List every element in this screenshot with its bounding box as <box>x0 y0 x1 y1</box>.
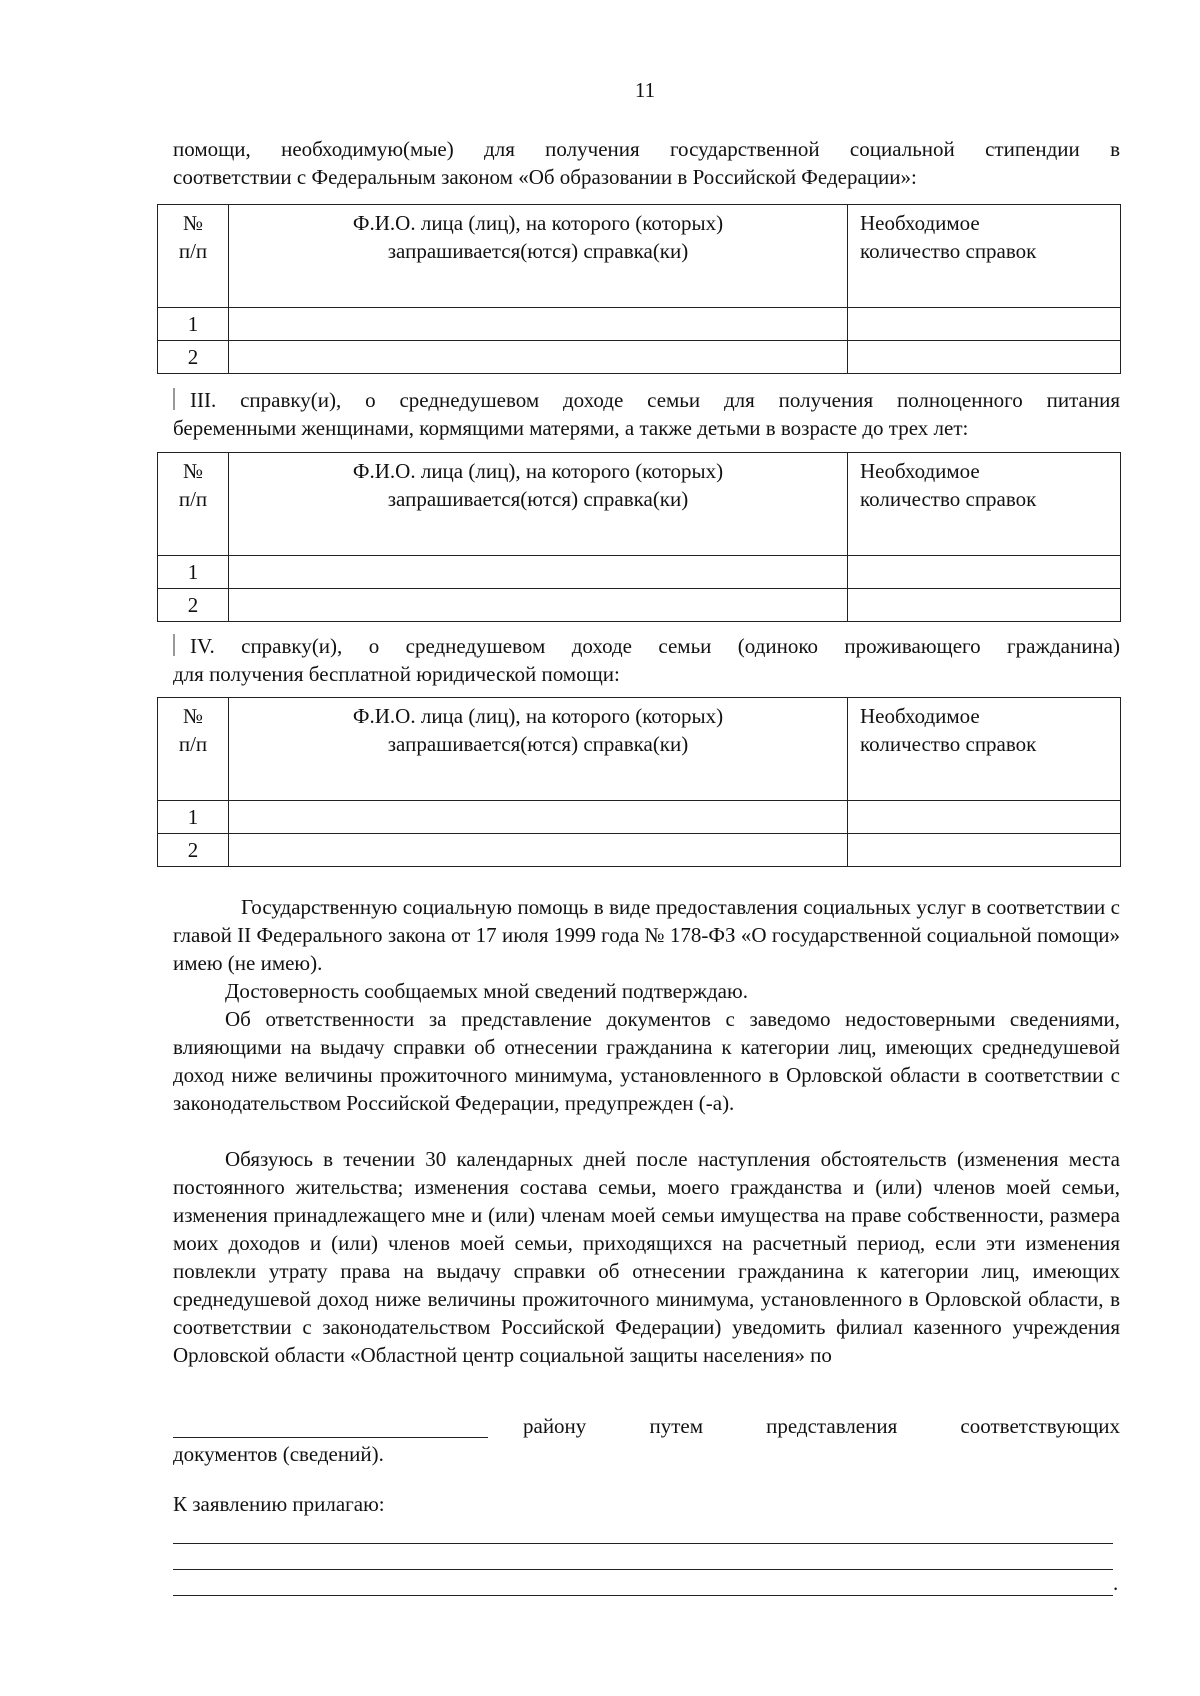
reliability-paragraph: Достоверность сообщаемых мной сведений подтверждаю. <box>225 979 748 1003</box>
section-4-line-1 <box>173 632 1120 660</box>
row-fio-cell[interactable] <box>229 556 848 589</box>
header-fio-line-2: запрашивается(ются) справка(ки) <box>387 487 689 511</box>
row-quantity-cell[interactable] <box>848 801 1121 834</box>
row-number-cell: 1 <box>158 801 229 834</box>
row-number-cell: 2 <box>158 834 229 867</box>
section-4-line-2: для получения бесплатной юридической помощи: <box>173 662 620 686</box>
header-number-line-2: п/п <box>178 239 208 263</box>
header-fio-line-1: Ф.И.О. лица (лиц), на которого (которых) <box>352 211 724 235</box>
attachment-line-3[interactable] <box>173 1595 1113 1596</box>
row-fio-cell[interactable] <box>229 341 848 374</box>
header-quantity-line-1: Необходимое <box>860 704 980 728</box>
header-fio-cell <box>229 453 848 556</box>
header-quantity-cell <box>848 205 1121 308</box>
header-number-cell <box>158 698 229 801</box>
intro-line-2: соответствии с Федеральным законом «Об образовании в Российской Федерации»: <box>173 165 917 189</box>
header-fio-cell <box>229 698 848 801</box>
table-header-row <box>158 698 1121 801</box>
header-quantity-cell <box>848 453 1121 556</box>
section-4-checkbox[interactable] <box>173 634 182 656</box>
row-quantity-cell[interactable] <box>848 341 1121 374</box>
page-number: 11 <box>634 78 656 102</box>
table-row <box>158 589 1121 622</box>
table-row <box>158 308 1121 341</box>
row-number-cell: 1 <box>158 308 229 341</box>
section-4-text: IV. справку(и), о среднедушевом доходе семьи (одиноко проживающего гражданина) <box>190 634 1120 658</box>
certificate-table-2 <box>157 452 1121 622</box>
header-fio-line-1: Ф.И.О. лица (лиц), на которого (которых) <box>352 704 724 728</box>
header-number-line-1: № <box>182 459 204 483</box>
header-number-line-2: п/п <box>178 732 208 756</box>
row-number-cell: 2 <box>158 589 229 622</box>
row-quantity-cell[interactable] <box>848 834 1121 867</box>
attachment-line-2[interactable] <box>173 1569 1113 1570</box>
attachment-line-1[interactable] <box>173 1543 1113 1544</box>
header-quantity-line-2: количество справок <box>860 732 1037 756</box>
attachments-label: К заявлению прилагаю: <box>173 1492 385 1516</box>
district-blank-row <box>173 1412 1120 1440</box>
table-header-row <box>158 205 1121 308</box>
table-header-row <box>158 453 1121 556</box>
table-row <box>158 556 1121 589</box>
attachments-end-dot: . <box>1113 1571 1119 1595</box>
table-row <box>158 801 1121 834</box>
row-fio-cell[interactable] <box>229 801 848 834</box>
row-number-cell: 2 <box>158 341 229 374</box>
row-fio-cell[interactable] <box>229 834 848 867</box>
section-3-line-1 <box>173 386 1120 414</box>
header-quantity-cell <box>848 698 1121 801</box>
certificate-table-3 <box>157 697 1121 867</box>
header-number-cell <box>158 453 229 556</box>
intro-line-1: помощи, необходимую(мые) для получения государственной социальной стипендии в <box>173 137 1120 161</box>
obligation-end: документов (сведений). <box>173 1442 384 1466</box>
header-fio-line-2: запрашивается(ются) справка(ки) <box>387 239 689 263</box>
header-number-line-1: № <box>182 704 204 728</box>
table-row <box>158 834 1121 867</box>
responsibility-paragraph: Об ответственности за представление документов с заведомо недостоверными сведениями, влияющими на выдачу справки об отнесении гражданина к категории лиц, имеющих среднедушевой доход ниже величины прожиточного минимума, установленного в Орловской области в соответствии с законодательством Российской Федерации, предупрежден (-а). <box>173 1007 1120 1115</box>
header-number-line-2: п/п <box>178 487 208 511</box>
section-3-text: III. справку(и), о среднедушевом доходе семьи для получения полноценного питания <box>190 388 1120 412</box>
obligation-tail: району путем представления соответствующих <box>523 1414 1120 1438</box>
row-quantity-cell[interactable] <box>848 556 1121 589</box>
row-quantity-cell[interactable] <box>848 308 1121 341</box>
header-number-cell <box>158 205 229 308</box>
row-fio-cell[interactable] <box>229 589 848 622</box>
header-fio-cell <box>229 205 848 308</box>
social-help-paragraph: Государственную социальную помощь в виде предоставления социальных услуг в соответствии с главой II Федерального закона от 17 июля 1999 года № 178-ФЗ «О государственной социальной помощи» имею (не имею). <box>173 895 1120 975</box>
row-quantity-cell[interactable] <box>848 589 1121 622</box>
district-input-line[interactable] <box>173 1437 488 1438</box>
section-3-line-2: беременными женщинами, кормящими матерями, а также детьми в возрасте до трех лет: <box>173 416 969 440</box>
certificate-table-1 <box>157 204 1121 374</box>
header-quantity-line-2: количество справок <box>860 239 1037 263</box>
header-fio-line-2: запрашивается(ются) справка(ки) <box>387 732 689 756</box>
header-quantity-line-1: Необходимое <box>860 459 980 483</box>
header-fio-line-1: Ф.И.О. лица (лиц), на которого (которых) <box>352 459 724 483</box>
row-number-cell: 1 <box>158 556 229 589</box>
obligation-paragraph: Обязуюсь в течении 30 календарных дней после наступления обстоятельств (изменения места постоянного жительства; изменения состава семьи, моего гражданства и (или) членов моей семьи, изменения принадлежащего мне и (или) членам моей семьи имущества на праве собственности, размера моих доходов и (или) членов моей семьи, приходящихся на расчетный период, если эти изменения повлекли утрату права на выдачу справки об отнесении гражданина к категории лиц, имеющих среднедушевой доход ниже величины прожиточного минимума, установленного в Орловской области, в соответствии с законодательством Российской Федерации) уведомить филиал казенного учреждения Орловской области «Областной центр социальной защиты населения» по <box>173 1147 1120 1367</box>
section-3-checkbox[interactable] <box>173 388 182 410</box>
header-quantity-line-2: количество справок <box>860 487 1037 511</box>
header-number-line-1: № <box>182 211 204 235</box>
table-row <box>158 341 1121 374</box>
header-quantity-line-1: Необходимое <box>860 211 980 235</box>
row-fio-cell[interactable] <box>229 308 848 341</box>
